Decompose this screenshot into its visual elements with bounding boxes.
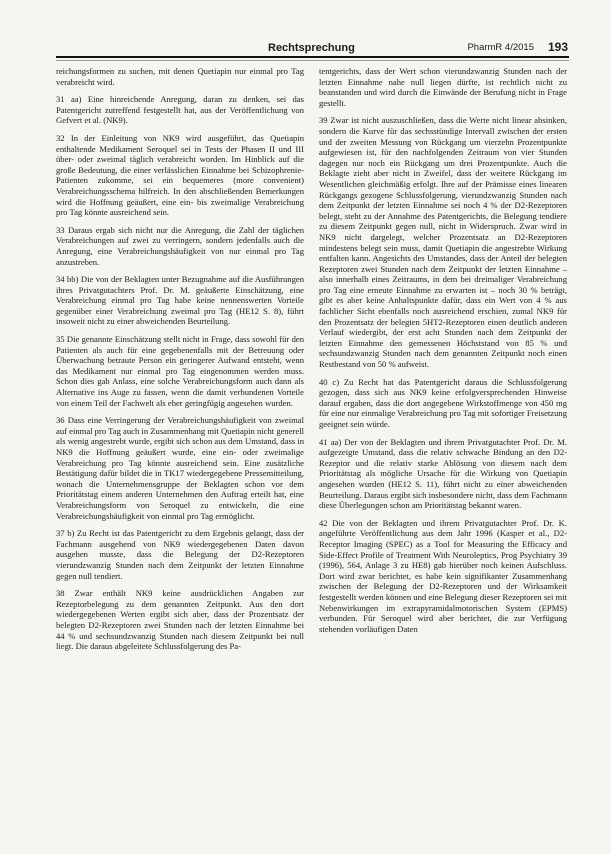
right-column: [319, 66, 567, 641]
paragraph: 33 Daraus ergab sich nicht nur die Anregung, die Zahl der täglichen Verabreichungen auf zwei zu verringern, sondern jedenfalls auch die Anregung, eine Verabreichungshäufigkeit von nur einmal pro Tag anzustreben.: [56, 224, 304, 267]
paragraph: 35 Die genannte Einschätzung stellt nicht in Frage, dass sowohl für den Patienten als auch für eine gegebenenfalls mit der Betreuung oder Überwachung betraute Person ein geringerer Aufwand entsteht, wenn das Medikament nur einmal pro Tag eingenommen werden muss. Schon dies gab Anlass, eine solche Verabreichungsform auch dann als Alternative ins Auge zu fassen, wenn die damit verbundenen Vorteile von einem Teil der Fachwelt als eher geringfügig angesehen wurden.: [56, 334, 304, 408]
paragraph: tentgerichts, dass der Wert schon vierundzwanzig Stunden nach der letzten Einnahme nahe null liegen dürfte, ist rechtlich nicht zu beanstanden und wird durch die Einwände der Berufung nicht in Frage gestellt.: [319, 66, 567, 108]
header-subrule: [56, 60, 569, 61]
paragraph: 32 In der Einleitung von NK9 wird ausgeführt, das Quetiapin enthaltende Medikament Seroquel sei in Tests der Phasen II und III über- oder zweimal täglich verabreicht worden. Im Hinblick auf die große Bedeutung, die einer verlässlichen Einnahme bei Schizophrenie-Patienten zukomme, sei ein bequemeres (more convenient) Verabreichungsschema hilfreich. In den abschließenden Bemerkungen wird die Hoffnung geäußert, eine ein- bis zweimalige Verabreichung pro Tag könnte ausreichend sein.: [56, 132, 304, 218]
paragraph: 31 aa) Eine hinreichende Anregung, daran zu denken, sei das Patentgericht zutreffend festgestellt hat, aus der Veröffentlichung von Gefvert et al. (NK9).: [56, 94, 304, 126]
paragraph: 42 Die von der Beklagten und ihrem Privatgutachter Prof. Dr. K. angeführte Veröffentlichung aus dem Jahr 1996 (Kasper et al., D2-Receptor Imaging (SPEC) as a Tool for Measuring the Efficacy and Side-Effect Profile of Treatment With Neuroleptics, Prog Psychiatry 39 (1996), 564, Anlage 3 zu HE8) gab hierüber noch keinen Aufschluss. Dort wird zwar berichtet, es habe kein signifikanter Zusammenhang zwischen der Belegung der D2-Rezeptoren und der Wirksamkeit festgestellt werden können und eine Belegung dieser Rezeptoren sei mit Nebenwirkungen im extrapyramidalmotorischen System (EPMS) verbunden. Für Seroquel wird aber berichtet, die zur Verfügung stehenden vorläufigen Daten: [319, 517, 567, 634]
journal-citation: PharmR 4/2015: [467, 42, 534, 53]
left-column: [56, 66, 304, 659]
paragraph: reichungsformen zu suchen, mit denen Quetiapin nur einmal pro Tag verabreicht wird.: [56, 66, 304, 87]
paragraph: 40 c) Zu Recht hat das Patentgericht daraus die Schlussfolgerung gezogen, dass sich aus NK9 keine erfolgversprechenden Hinweise darauf ergaben, dass die dort angegebene Wirkstoffmenge von 450 mg für eine nur einmalige Verabreichung pro Tag mit sofortiger Freisetzung geeignet sein würde.: [319, 376, 567, 429]
paragraph: 39 Zwar ist nicht auszuschließen, dass die Werte nicht linear absinken, sondern die Kurve für das sechsstündige Intervall zwischen der ersten und der zweiten Messung von Rückgang um vierzehn Prozentpunkte aufgewiesen ist, für den nachfolgenden Zeitraum von vier Stunden dagegen nur noch ein Rückgang um drei Prozentpunkte. Auch die Beklagte zieht aber nicht in Zweifel, dass der weitere Rückgang im Wesentlichen gleichmäßig erfolgt. Ihre auf der Prämisse eines linearen Rückgangs gezogene Schlussfolgerung, vierundzwanzig Stunden nach dem Zeitpunkt der letzten Einnahme sei noch 4 % der D2-Rezeptoren belegt, steht zu der Annahme des Patentgerichts, die Belegung tendiere zu diesem Zeitpunkt gegen null, nicht in Widerspruch. Zwar wird in NK9 nicht dargelegt, welcher Prozentsatz an D2-Rezeptoren mindestens belegt sein muss, damit Quetiapin die angestrebte Wirkung entfalten kann. Angesichts des Umstandes, dass der Anteil der belegten Rezeptoren zwei Stunden nach dem Zeitpunkt der letzten Einnahme – also innerhalb eines Zeitraums, in dem bei dreimaliger Verabreichung pro Tag eine erneute Einnahme zu erwarten ist – noch 30 % beträgt, gibt es aber keine Anhaltspunkte dafür, dass ein Wert von 4 % aus fachlicher Sicht ebenfalls noch ausreichend erschien, zumal NK9 für den Prozentsatz der belegten 5HT2-Rezeptoren einen deutlich anderen Verlauf wiedergibt, der erst acht Stunden nach dem Zeitpunkt der letzten Einnahme den gemessenen Höchststand von 85 % und sechsundzwanzig Stunden nach dem genannten Zeitpunkt noch einen Restbestand von 50 % aufweist.: [319, 115, 567, 370]
paragraph: 36 Dass eine Verringerung der Verabreichungshäufigkeit von zweimal auf einmal pro Tag auch in Zusammenhang mit Quetiapin nicht generell als wenig angestrebt wurde, ergibt sich schon aus dem Umstand, dass in NK9 die Hoffnung geäußert wurde, eine ein- oder zweimalige Verabreichung pro Tag könnte ausreichend sein. Eine zusätzliche Bestätigung dafür bildet die in TK17 wiedergegebene Pressemitteilung, wonach die Unternehmensgruppe der Beklagten schon vor dem Prioritätstag einem anderen Unternehmen den Auftrag erteilt hat, eine Verabreichungsform von Seroquel zu entwickeln, die eine Verabreichungshäufigkeit von einmal pro Tag ermöglicht.: [56, 415, 304, 521]
header-rule: [56, 56, 569, 58]
page-number: 193: [547, 40, 568, 54]
paragraph: 41 aa) Der von der Beklagten und ihrem Privatgutachter Prof. Dr. M. aufgezeigte Umstand, dass die relativ schwache Bindung an den D2-Rezeptor und die relativ starke Ablösung von diesem nach dem Prioritätstag als mögliche Ursache für die Wirkung von Quetiapin angesehen wurden (HE12 S. 11), führt nicht zu einer abweichenden Beurteilung. Daraus ergibt sich insbesondere nicht, dass dem Fachmann diese Überlegungen schon am Prioritätstag bekannt waren.: [319, 436, 567, 511]
section-title: Rechtsprechung: [268, 42, 355, 54]
paragraph: 38 Zwar enthält NK9 keine ausdrücklichen Angaben zur Rezeptorbelegung zu dem genannten Zeitpunkt. Aus den dort wiedergegebenen Werten ergibt sich aber, dass der Prozentsatz der belegten D2-Rezeptoren zwei Stunden nach der letzten Einnahme bei 44 % und sechsundzwanzig Stunden nach diesem Zeitpunkt bei null liegt. Die daraus abgeleitete Schlussfolgerung des Pa-: [56, 588, 304, 652]
paragraph: 37 b) Zu Recht ist das Patentgericht zu dem Ergebnis gelangt, dass der Fachmann ausgehend von NK9 wiedergegebenen Daten davon ausgehen musste, dass die Belegung der D2-Rezeptoren vierundzwanzig Stunden nach dem Zeitpunkt der letzten Einnahme gegen null tendiert.: [56, 528, 304, 581]
paragraph: 34 bb) Die von der Beklagten unter Bezugnahme auf die Ausführungen ihres Privatgutachters Prof. Dr. M. geäußerte Einschätzung, eine Verabreichung einmal pro Tag habe keine nennenswerten Vorteile gegenüber einer Verabreichung zweimal pro Tag (HE12 S. 8), führt insoweit nicht zu einer abweichenden Beurteilung.: [56, 274, 304, 327]
